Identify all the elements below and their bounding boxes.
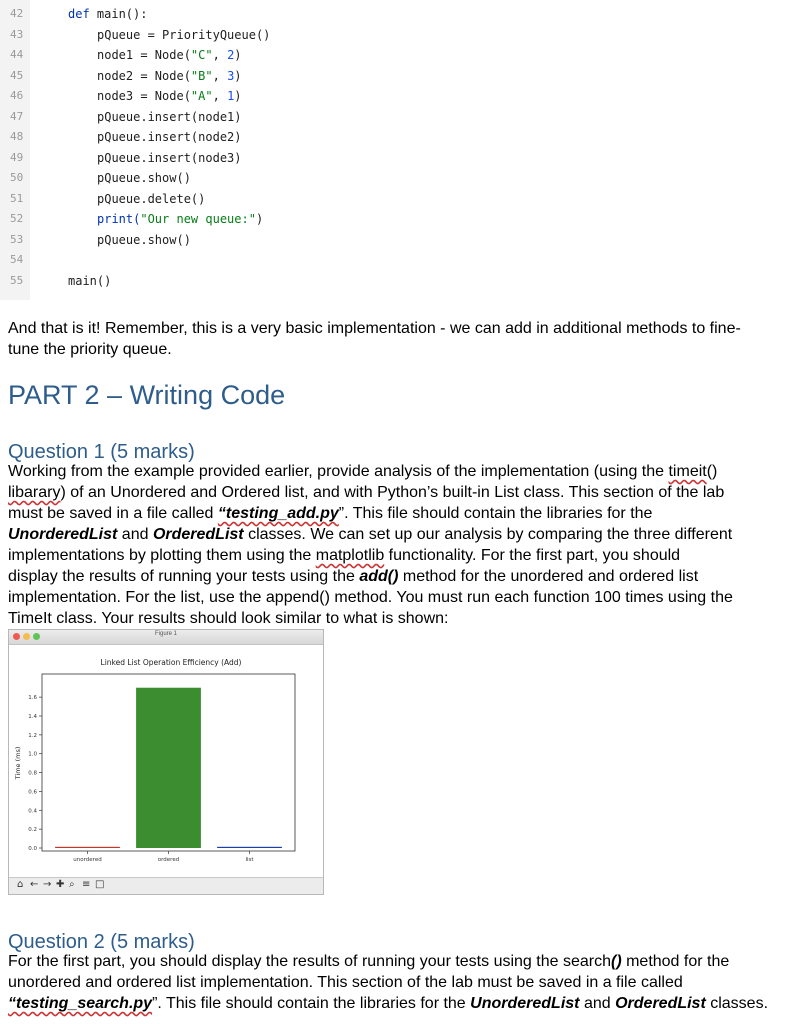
line-number: 53 [10, 232, 24, 246]
bar-chart [9, 645, 323, 877]
code-text: print("Our new queue:") [97, 212, 264, 226]
line-number: 49 [10, 150, 24, 164]
part-heading: PART 2 – Writing Code [8, 380, 286, 410]
y-tick-label: 1.2 [28, 732, 37, 739]
line-number: 42 [10, 7, 24, 20]
y-tick-label: 0.6 [28, 789, 37, 796]
y-axis-label: Time (ms) [14, 746, 22, 780]
q1-line-2: libarary) of an Unordered and Ordered list, and with Python’s built-in List class. This section of the lab [8, 484, 725, 501]
code-text: node3 = Node("A", 1) [97, 89, 242, 103]
code-text: pQueue.show() [97, 171, 191, 185]
q2-line-3: “testing_search.py”. This file should contain the libraries for the UnorderedList and OrderedList classes. [8, 995, 769, 1012]
code-text: pQueue = PriorityQueue() [97, 27, 271, 42]
filename-search: “testing_search.py [8, 995, 153, 1012]
x-tick-label: unordered [73, 857, 102, 863]
q1-line-4: UnorderedList and OrderedList classes. We can set up our analysis by comparing the three different [8, 526, 733, 543]
code-text: pQueue.show() [97, 232, 191, 247]
q1-line-6: display the results of running your tests using the add() method for the unordered and ordered list [8, 568, 699, 585]
y-tick-label: 0.0 [28, 846, 37, 852]
question-1-heading: Question 1 (5 marks) [8, 441, 195, 463]
line-number: 51 [10, 191, 24, 205]
x-tick-label: ordered [157, 857, 180, 863]
line-number: 55 [10, 273, 24, 287]
intro-line-1: And that is it! Remember, this is a very basic implementation - we can add in additional methods to fine- [8, 320, 741, 337]
back-icon[interactable]: ← [30, 879, 39, 890]
line-number: 47 [10, 109, 24, 123]
code-line [0, 127, 812, 147]
question-2-heading: Question 2 (5 marks) [8, 931, 195, 953]
y-tick-label: 1.0 [28, 751, 37, 758]
code-line [0, 230, 812, 250]
configure-icon[interactable]: ≡ [82, 879, 91, 890]
code-line [0, 209, 812, 229]
bar-list [217, 847, 282, 848]
line-number: 50 [10, 171, 24, 184]
bar-unordered [55, 847, 120, 848]
code-text: main() [68, 273, 112, 288]
window-titlebar [9, 630, 323, 645]
line-number: 45 [10, 68, 24, 82]
home-icon[interactable]: ⌂ [17, 879, 24, 890]
code-editor [0, 0, 812, 300]
q2-line-1: For the first part, you should display the results of running your tests using the search() method for the [8, 953, 730, 970]
question-1-body [8, 461, 798, 629]
code-text: pQueue.insert(node3) [97, 150, 242, 165]
y-tick-label: 1.6 [28, 695, 37, 702]
code-text: node1 = Node("C", 2) [97, 48, 242, 62]
y-tick-label: 0.2 [28, 827, 37, 834]
save-icon[interactable]: □ [95, 879, 105, 890]
code-line [0, 66, 812, 86]
intro-paragraph [8, 318, 798, 360]
spellcheck-word: timeit [668, 463, 707, 480]
y-tick-label: 0.4 [28, 808, 37, 815]
q1-line-8: TimeIt class. Your results should look similar to what is shown: [8, 610, 449, 627]
code-text: pQueue.insert(node2) [97, 130, 242, 144]
filename-add: “testing_add.py [217, 505, 339, 522]
code-line [0, 148, 812, 168]
spellcheck-word: matplotlib [315, 547, 385, 564]
q1-line-1: Working from the example provided earlier, provide analysis of the implementation (using the timeit() [8, 463, 718, 480]
bar-ordered [136, 688, 201, 848]
code-line [0, 86, 812, 106]
chart-title: Linked List Operation Efficiency (Add) [100, 658, 242, 667]
figure-toolbar [9, 877, 323, 894]
forward-icon[interactable]: → [43, 879, 52, 890]
x-tick-label: list [245, 857, 254, 863]
line-number: 46 [10, 89, 24, 102]
line-number: 44 [10, 48, 24, 61]
pan-icon[interactable]: ✚ [56, 879, 65, 890]
zoom-icon[interactable]: ⌕ [69, 879, 75, 890]
code-text: pQueue.insert(node1) [97, 109, 242, 124]
code-line [0, 4, 812, 24]
question-2-body [8, 951, 798, 1014]
q1-line-7: implementation. For the list, use the append() method. You must run each function 100 times using the [8, 589, 733, 606]
figure-window [8, 629, 324, 895]
code-line [0, 25, 812, 45]
code-line [0, 45, 812, 65]
line-number: 43 [10, 27, 24, 41]
line-number: 48 [10, 130, 24, 143]
code-text: pQueue.delete() [97, 191, 206, 206]
code-line [0, 107, 812, 127]
code-line [0, 168, 812, 188]
q1-line-5: implementations by plotting them using the matplotlib functionality. For the first part, you should [8, 547, 681, 564]
y-tick-label: 0.8 [28, 770, 37, 777]
code-line [0, 250, 812, 270]
q1-line-3: must be saved in a file called “testing_add.py”. This file should contain the libraries for the [8, 505, 653, 522]
y-tick-label: 1.4 [28, 714, 37, 720]
spellcheck-word: libarary [8, 484, 61, 501]
q2-line-2: unordered and ordered list implementation. This section of the lab must be saved in a file called [8, 974, 683, 991]
code-line [0, 271, 812, 291]
code-text: def main(): [68, 7, 148, 21]
line-number: 54 [10, 253, 24, 266]
line-number: 52 [10, 212, 24, 225]
code-line [0, 189, 812, 209]
intro-line-2: tune the priority queue. [8, 341, 172, 358]
window-title: Figure 1 [154, 631, 177, 637]
code-text: node2 = Node("B", 3) [97, 68, 242, 83]
